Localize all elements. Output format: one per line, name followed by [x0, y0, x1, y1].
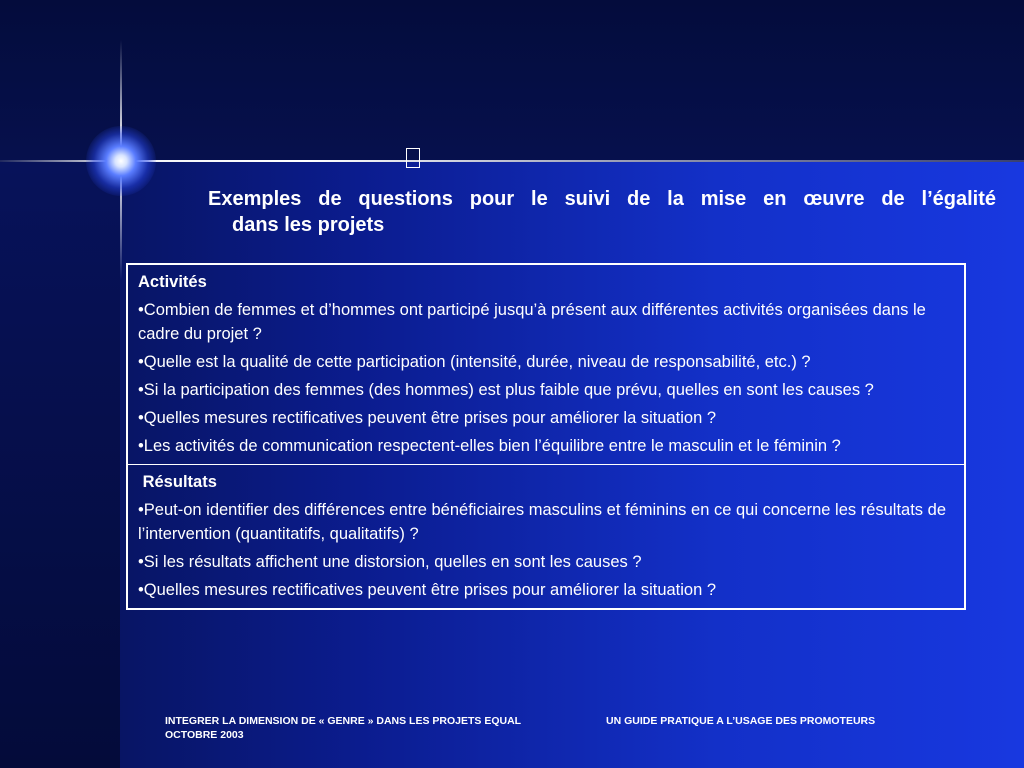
list-item	[138, 298, 954, 346]
bullet-icon: •	[138, 581, 144, 599]
footer-guide-title: INTEGRER LA DIMENSION DE « GENRE » DANS LES PROJETS EQUAL	[165, 715, 522, 727]
activites-heading: Activités	[138, 273, 207, 291]
slide-title-line2: dans les projets	[232, 214, 385, 236]
bullet-icon: •	[138, 409, 144, 427]
bullet-icon: •	[138, 437, 144, 455]
list-item	[138, 350, 954, 374]
list-item-text: Si la participation des femmes (des hommes) est plus faible que prévu, quelles en sont les causes ?	[143, 381, 874, 399]
bullet-icon: •	[138, 301, 144, 319]
top-band	[0, 0, 1024, 162]
list-item	[138, 406, 954, 430]
list-item-text: Quelle est la qualité de cette participation (intensité, durée, niveau de responsabilité, etc.) ?	[143, 353, 811, 371]
footer-date: OCTOBRE 2003	[165, 729, 244, 741]
activites-cell	[128, 265, 964, 464]
resultats-cell	[128, 464, 964, 608]
list-item	[138, 434, 954, 458]
bullet-icon: •	[138, 553, 144, 571]
missing-glyph-icon	[406, 148, 420, 168]
list-item	[138, 550, 954, 574]
bullet-icon: •	[138, 501, 144, 519]
questions-table	[126, 263, 966, 610]
resultats-heading	[138, 470, 954, 494]
resultats-heading-text: Résultats	[142, 473, 217, 491]
list-item-text: Si les résultats affichent une distorsion, quelles en sont les causes ?	[143, 553, 642, 571]
list-item	[138, 378, 954, 402]
left-band	[0, 162, 120, 768]
list-item-text: Combien de femmes et d’hommes ont participé jusqu’à présent aux différentes activités organisées dans le cadre du projet ?	[138, 301, 926, 343]
bullet-icon: •	[138, 353, 144, 371]
list-item-text: Peut-on identifier des différences entre bénéficiaires masculins et féminins en ce qui concerne les résultats de l’intervention (quantitatifs, qualitatifs) ?	[138, 501, 946, 543]
list-item-text: Quelles mesures rectificatives peuvent être prises pour améliorer la situation ?	[143, 581, 717, 599]
bullet-icon: •	[138, 381, 144, 399]
list-item	[138, 578, 954, 602]
list-item-text: Les activités de communication respectent-elles bien l’équilibre entre le masculin et le féminin ?	[143, 437, 841, 455]
list-item	[138, 498, 954, 546]
footer-left	[165, 714, 521, 742]
list-item-text: Quelles mesures rectificatives peuvent être prises pour améliorer la situation ?	[143, 409, 717, 427]
slide-title	[208, 186, 996, 238]
slide-title-line1: Exemples de questions pour le suivi de la mise en œuvre de l’égalité	[208, 188, 996, 210]
footer-right: UN GUIDE PRATIQUE A L’USAGE DES PROMOTEURS	[606, 715, 876, 727]
lens-flare-icon	[86, 126, 156, 196]
